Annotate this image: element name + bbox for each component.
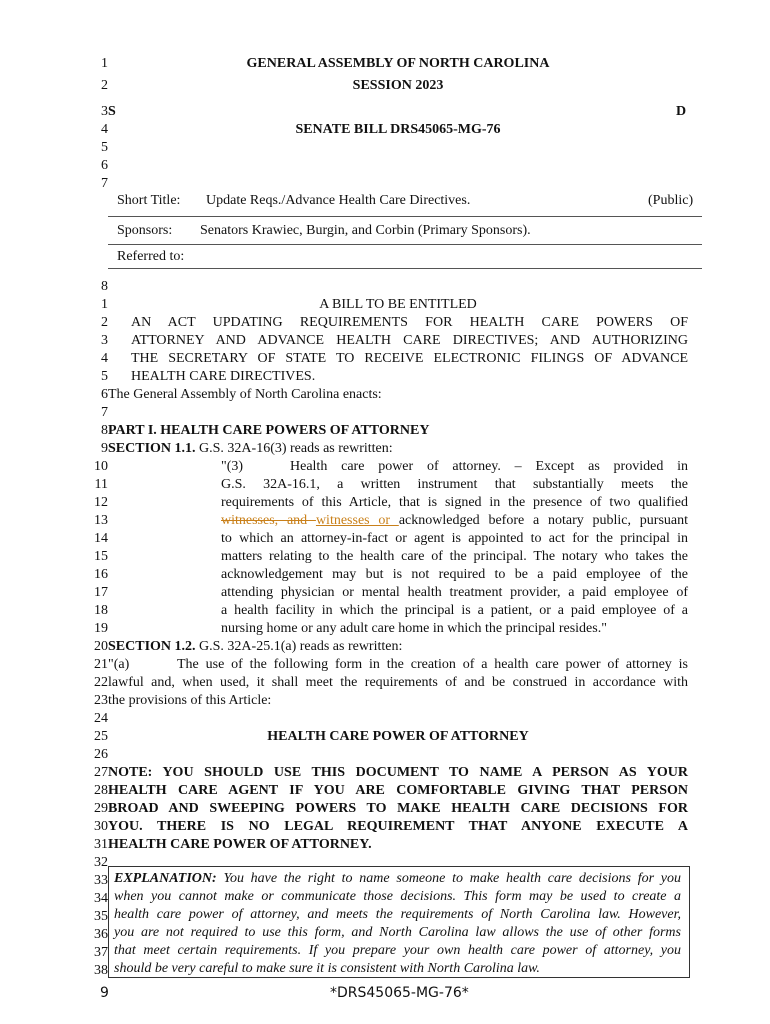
line-number: 4 [101, 122, 108, 137]
para-line: to which an attorney-in-fact or agent is appointed to act for the principal in [221, 531, 688, 546]
act-line: ATTORNEY AND ADVANCE HEALTH CARE DIRECTIVES; AND AUTHORIZING [131, 333, 688, 348]
section-text: G.S. 32A-25.1(a) reads as rewritten: [199, 639, 403, 654]
referred-label: Referred to: [117, 249, 185, 264]
section-label: SECTION 1.1. [108, 441, 196, 456]
line-number: 22 [94, 675, 108, 690]
explanation-line: you are not required to use this form, and North Carolina law allows the use of other forms [114, 925, 681, 940]
line-number: 7 [101, 176, 108, 191]
explanation-line: should be very careful to make sure it is consistent with North Carolina law. [114, 961, 540, 976]
section-1-2 [108, 638, 402, 656]
line-number: 36 [94, 927, 108, 942]
para-line: acknowledgement may but is not required to be a paid employee of the [221, 567, 688, 582]
line-number: 34 [94, 891, 108, 906]
line-number: 1 [101, 56, 108, 71]
line-number: 15 [94, 549, 108, 564]
struck-text: witnesses, and [221, 513, 316, 528]
part-heading: PART I. HEALTH CARE POWERS OF ATTORNEY [108, 423, 430, 438]
line-number: 23 [94, 693, 108, 708]
line-number: 27 [94, 765, 108, 780]
assembly-title: GENERAL ASSEMBLY OF NORTH CAROLINA [246, 56, 550, 71]
line-number: 14 [94, 531, 108, 546]
session-title: SESSION 2023 [352, 78, 444, 93]
enacting-clause: The General Assembly of North Carolina enacts: [108, 387, 382, 402]
section-1-1 [108, 440, 393, 458]
line-number: 19 [94, 621, 108, 636]
line-number: 28 [94, 783, 108, 798]
para-number: "(3) [221, 459, 244, 474]
note-line: HEALTH CARE POWER OF ATTORNEY. [108, 837, 372, 852]
line-number: 20 [94, 639, 108, 654]
line-number: 32 [94, 855, 108, 870]
line-number: 21 [94, 657, 108, 672]
line-number: 31 [94, 837, 108, 852]
public-tag: (Public) [648, 193, 694, 208]
sponsors-label: Sponsors: [117, 223, 173, 238]
line-number: 1 [101, 297, 108, 312]
note-line: BROAD AND SWEEPING POWERS TO MAKE HEALTH CARE DECISIONS FOR [108, 801, 688, 816]
bill-heading: A BILL TO BE ENTITLED [319, 297, 477, 312]
bill-number: SENATE BILL DRS45065-MG-76 [295, 122, 501, 137]
form-title: HEALTH CARE POWER OF ATTORNEY [267, 729, 529, 744]
explanation-line: that meet certain requirements. If you prepare your own health care power of attorney, you [114, 943, 681, 958]
divider [108, 268, 702, 269]
line-number: 6 [101, 158, 108, 173]
line-number: 33 [94, 873, 108, 888]
document-code: *DRS45065-MG-76* [330, 985, 469, 1001]
para-line: the provisions of this Article: [108, 693, 272, 708]
act-line: HEALTH CARE DIRECTIVES. [131, 369, 316, 384]
para-line: lawful and, when used, it shall meet the requirements of and be construed in accordance with [108, 675, 688, 690]
section-label: SECTION 1.2. [108, 639, 196, 654]
para-line: The use of the following form in the creation of a health care power of attorney is [177, 657, 688, 672]
para-line: nursing home or any adult care home in which the principal resides." [221, 621, 607, 636]
para-line: G.S. 32A-16.1, a written instrument that substantially meets the [221, 477, 688, 492]
line-number: 11 [94, 477, 108, 492]
short-title-label: Short Title: [117, 193, 181, 208]
divider [108, 216, 702, 217]
chamber-right: D [676, 104, 687, 119]
line-number: 38 [94, 963, 108, 978]
line-number: 2 [101, 78, 108, 93]
sponsors: Senators Krawiec, Burgin, and Corbin (Primary Sponsors). [200, 223, 531, 238]
line-number: 3 [101, 104, 108, 119]
para-line: matters relating to the health care of the principal. The notary who takes the [221, 549, 688, 564]
line-number: 18 [94, 603, 108, 618]
line-number: 2 [101, 315, 108, 330]
explanation-text: You have the right to name someone to make health care decisions for you [223, 871, 681, 886]
act-line: AN ACT UPDATING REQUIREMENTS FOR HEALTH CARE POWERS OF [131, 315, 688, 330]
line-number: 12 [94, 495, 108, 510]
act-line: THE SECRETARY OF STATE TO RECEIVE ELECTRONIC FILINGS OF ADVANCE [131, 351, 688, 366]
line-number: 35 [94, 909, 108, 924]
line-number: 3 [101, 333, 108, 348]
explanation-line [114, 870, 681, 888]
line-number: 5 [101, 369, 108, 384]
para-line: attending physician or mental health treatment provider, a paid employee of [221, 585, 688, 600]
para-line: a health facility in which the principal is a patient, or a paid employee of a [221, 603, 688, 618]
para-text: acknowledged before a notary public, pursuant [398, 513, 689, 528]
line-number: 29 [94, 801, 108, 816]
line-number: 37 [94, 945, 108, 960]
line-number: 30 [94, 819, 108, 834]
inserted-text: witnesses or [315, 513, 399, 528]
divider [108, 244, 702, 245]
para-line-amended [221, 512, 688, 530]
line-number: 16 [94, 567, 108, 582]
line-number: 24 [94, 711, 108, 726]
note-line: HEALTH CARE AGENT IF YOU ARE COMFORTABLE GIVING THAT PERSON [108, 783, 688, 798]
chamber-left: S [108, 104, 116, 119]
line-number: 17 [94, 585, 108, 600]
explanation-line: health care power of attorney, and meets the requirements of North Carolina law. However, [114, 907, 681, 922]
section-text: G.S. 32A-16(3) reads as rewritten: [199, 441, 393, 456]
line-number: 8 [101, 423, 108, 438]
line-number: 7 [101, 405, 108, 420]
para-line: requirements of this Article, that is signed in the presence of two qualified [221, 495, 688, 510]
line-number: 13 [94, 513, 108, 528]
page-number: 9 [100, 985, 109, 1001]
line-number: 26 [94, 747, 108, 762]
para-line: Health care power of attorney. – Except as provided in [290, 459, 688, 474]
line-number: 8 [101, 279, 108, 294]
line-number: 6 [101, 387, 108, 402]
note-line: YOU. THERE IS NO LEGAL REQUIREMENT THAT ANYONE EXECUTE A [108, 819, 688, 834]
line-number: 25 [94, 729, 108, 744]
para-number: "(a) [108, 657, 130, 672]
line-number: 4 [101, 351, 108, 366]
short-title: Update Reqs./Advance Health Care Directives. [206, 193, 471, 208]
line-number: 10 [94, 459, 108, 474]
explanation-line: when you cannot make or communicate those decisions. This form may be used to create a [114, 889, 681, 904]
note-line: NOTE: YOU SHOULD USE THIS DOCUMENT TO NAME A PERSON AS YOUR [108, 765, 688, 780]
line-number: 5 [101, 140, 108, 155]
explanation-label: EXPLANATION: [114, 871, 217, 886]
line-number: 9 [101, 441, 108, 456]
